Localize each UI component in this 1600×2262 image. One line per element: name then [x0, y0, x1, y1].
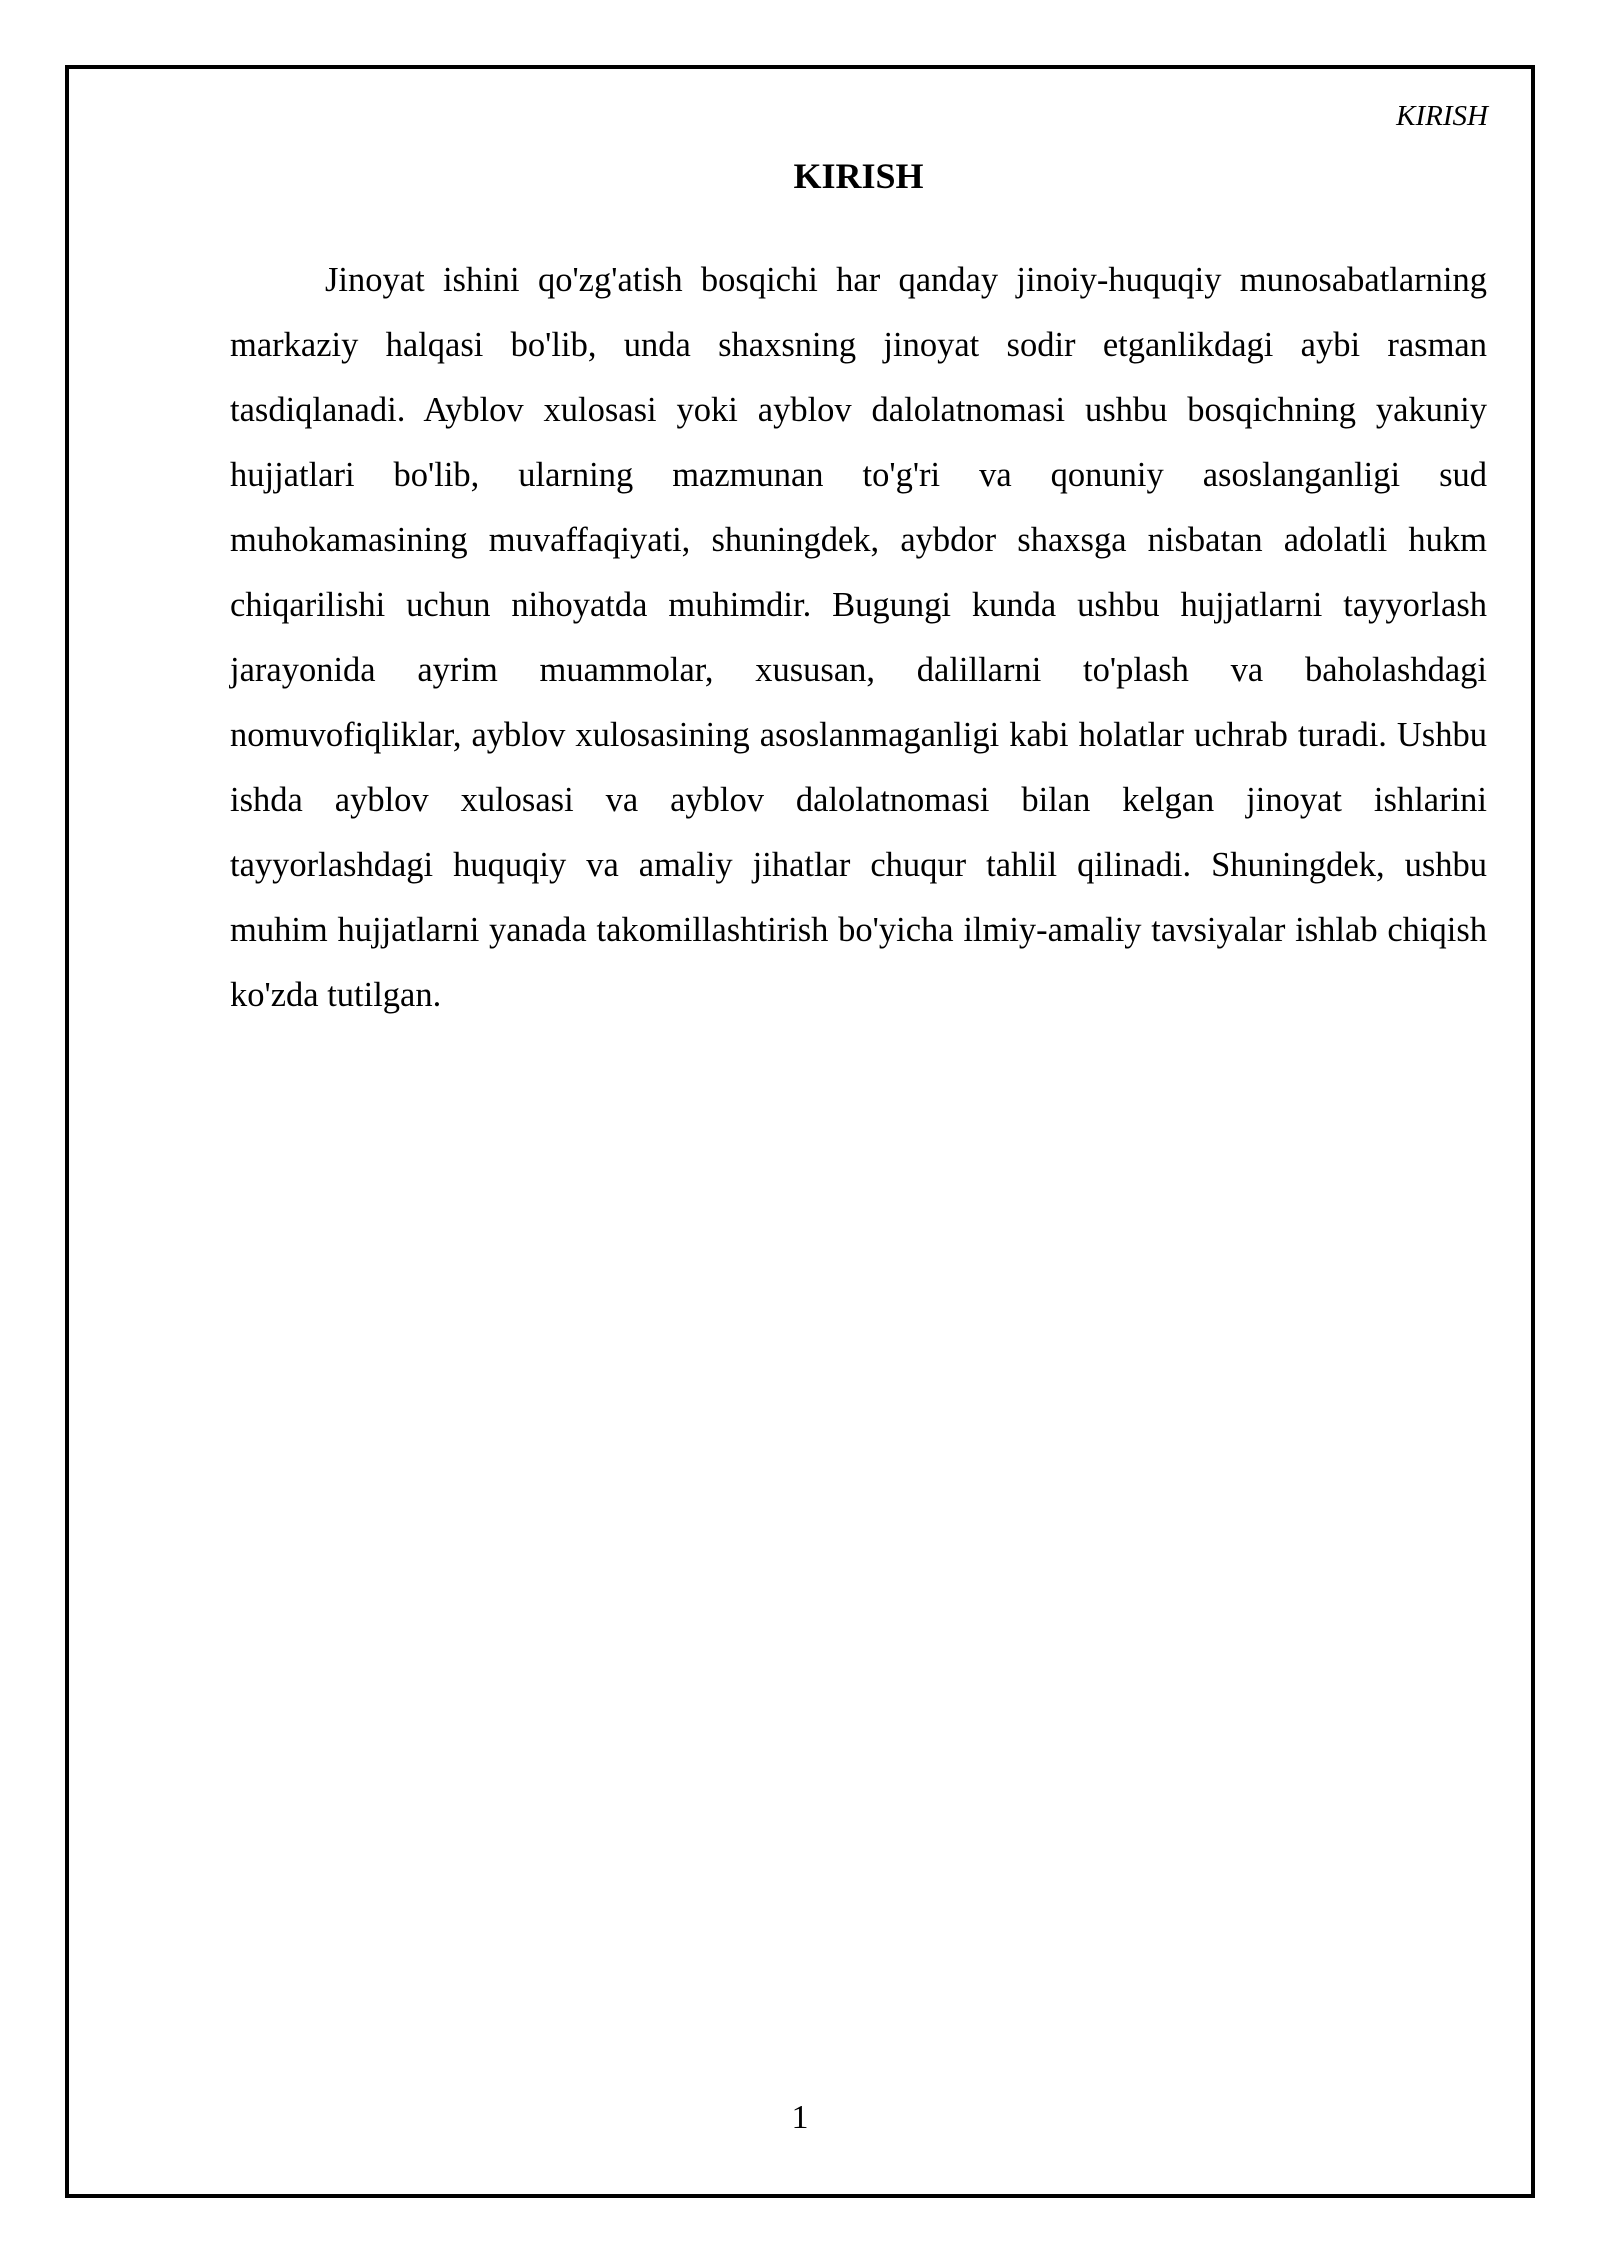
page-title: KIRISH [793, 156, 924, 196]
page-number: 1 [791, 2099, 809, 2136]
running-header: KIRISH [1396, 100, 1488, 132]
body-paragraph: Jinoyat ishini qo'zg'atish bosqichi har qanday jinoiy-huquqiy munosabatlarning markaziy halqasi bo'lib, unda shaxsning jinoyat sodir etganlikdagi aybi rasman tasdiqlanadi. Ayblov xulosasi yoki ayblov dalolatnomasi ushbu bosqichning yakuniy hujjatlari bo'lib, ularning mazmunan to'g'ri va qonuniy asoslanganligi sud muhokamasining muvaffaqiyati, shuningdek, aybdor shaxsga nisbatan adolatli hukm chiqarilishi uchun nihoyatda muhimdir. Bugungi kunda ushbu hujjatlarni tayyorlash jarayonida ayrim muammolar, xususan, dalillarni to'plash va baholashdagi nomuvofiqliklar, ayblov xulosasining asoslanmaganligi kabi holatlar uchrab turadi. Ushbu ishda ayblov xulosasi va ayblov dalolatnomasi bilan kelgan jinoyat ishlarini tayyorlashdagi huquqiy va amaliy jihatlar chuqur tahlil qilinadi. Shuningdek, ushbu muhim hujjatlarni yanada takomillashtirish bo'yicha ilmiy-amaliy tavsiyalar ishlab chiqish ko'zda tutilgan. [230, 261, 1487, 1014]
